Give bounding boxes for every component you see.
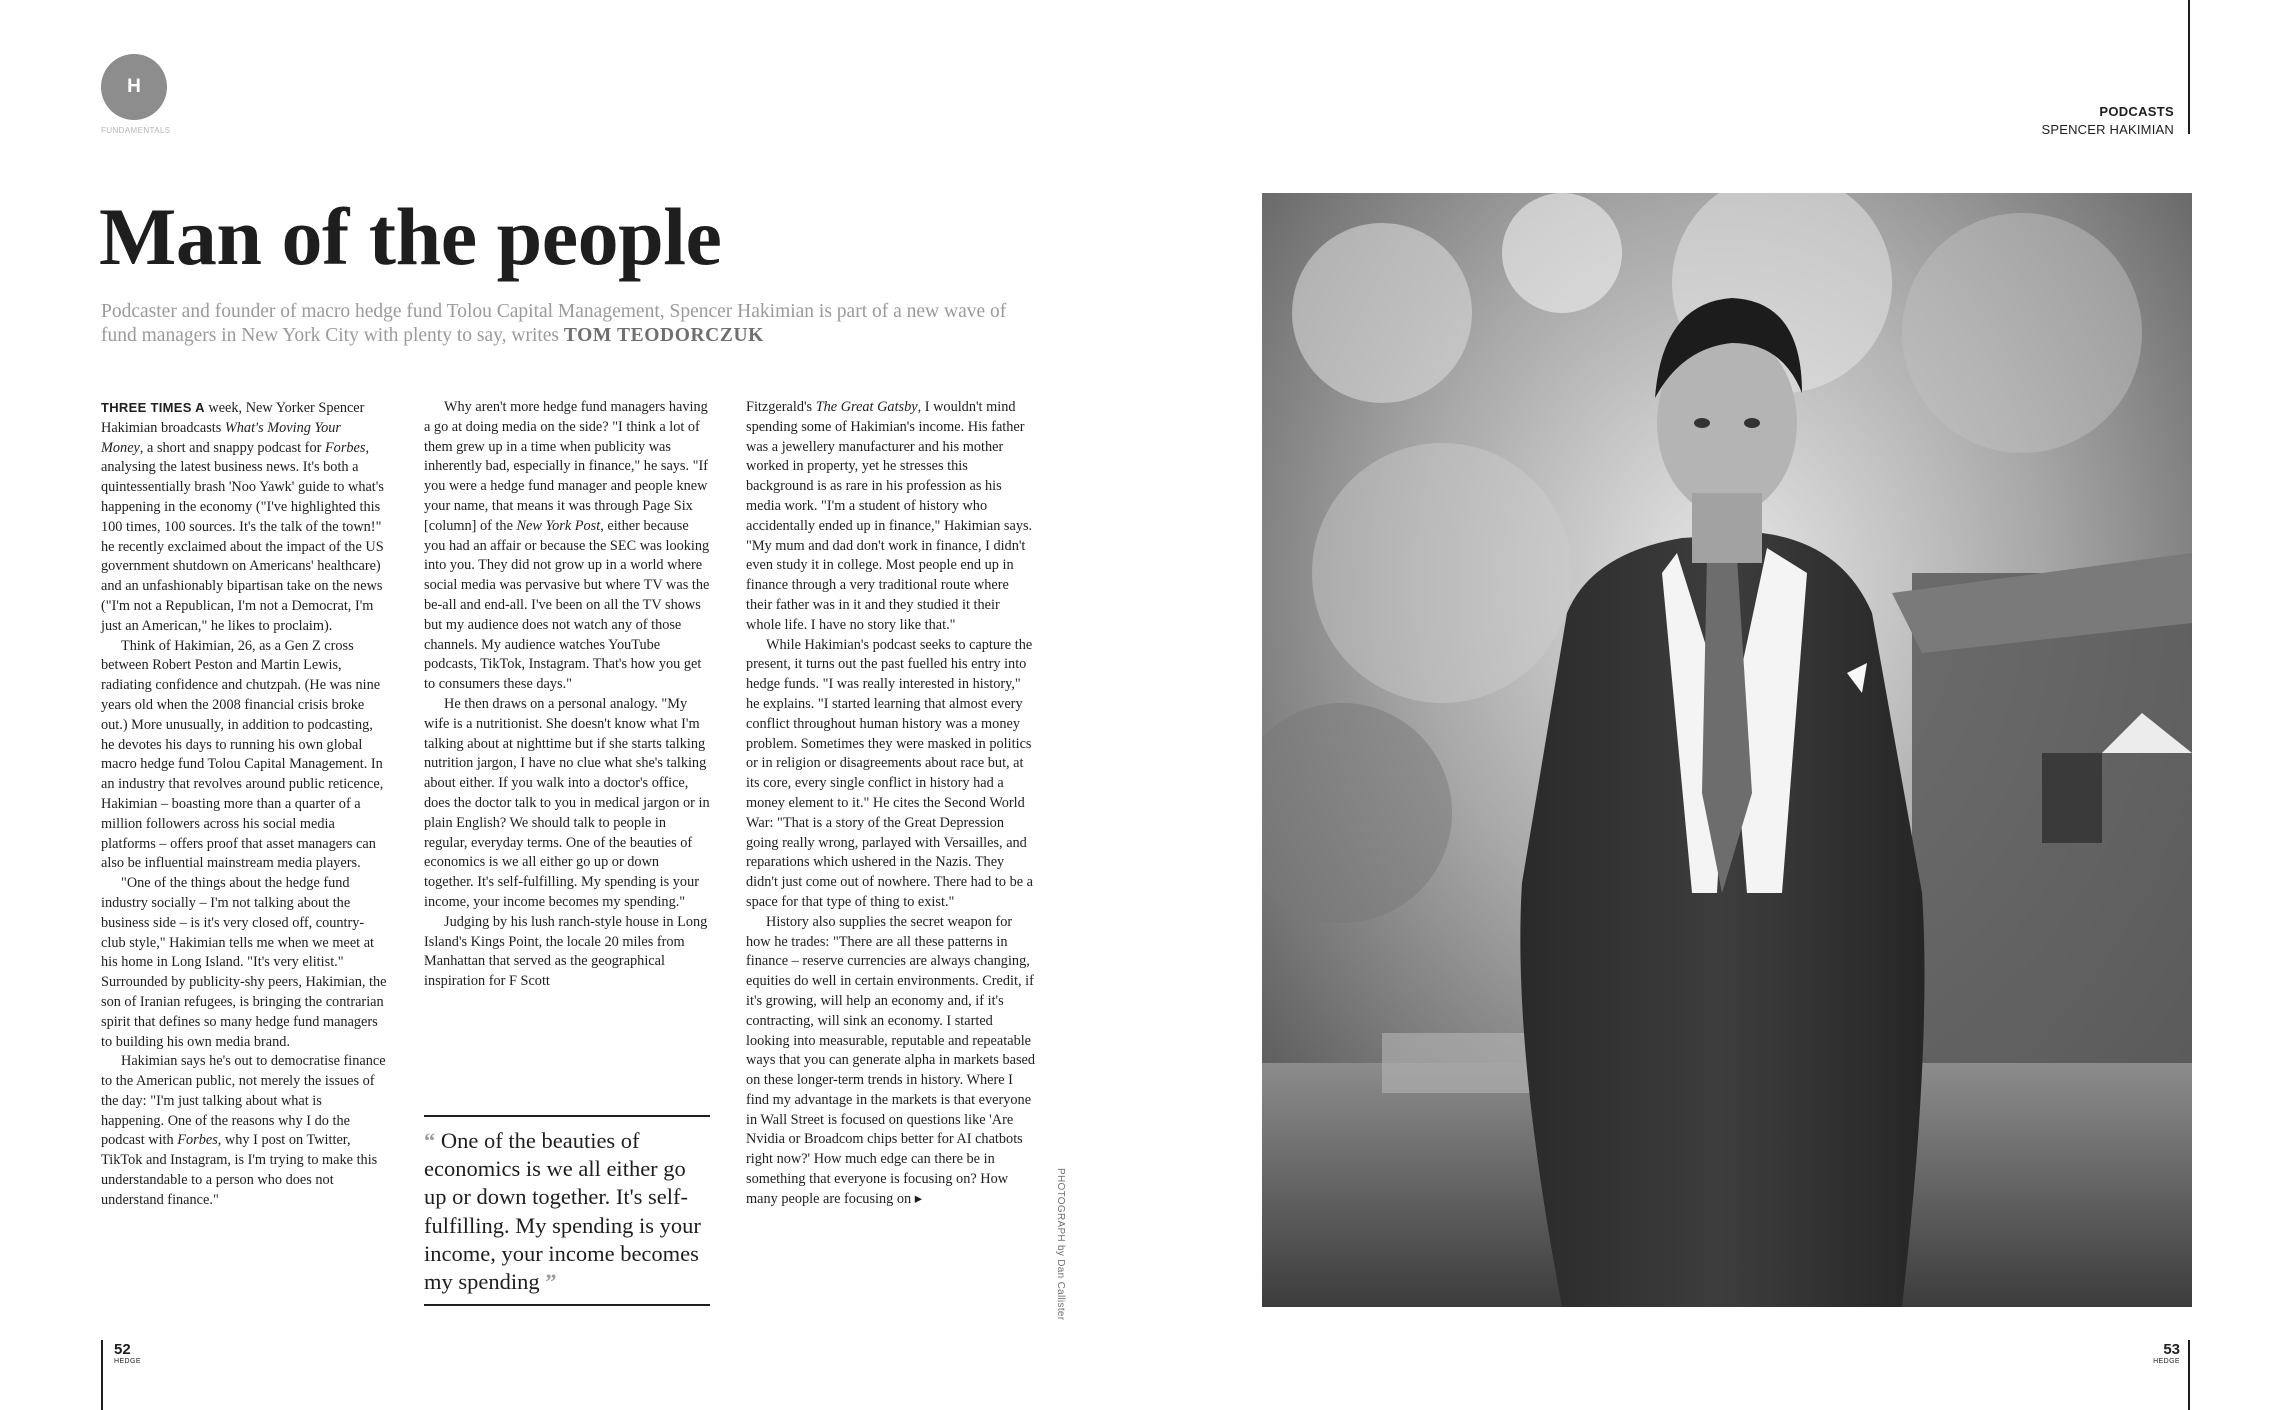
photo-credit: PHOTOGRAPH by Dan Callister — [1055, 1168, 1066, 1321]
magazine-name-left: HEDGE — [114, 1358, 141, 1365]
open-quote-icon: “ — [424, 1128, 436, 1153]
text-run: , analysing the latest business news. It's both a quintessentially brash 'Noo Yawk' guide to what's happening in the economy ("I've highlighted this 100 times, 100 sources. It's the talk of the town!" he recently exclaimed about the impact of the US government shutdown on Americans' healthcare) and an unfashionably bipartisan take on the news ("I'm not a Republican, I'm not a Democrat, I'm just an American," he likes to proclaim). — [101, 439, 384, 634]
page-number-right: 53 — [2163, 1341, 2180, 1358]
lead-in: THREE TIMES A — [101, 400, 205, 415]
portrait-illustration — [1262, 193, 2192, 1307]
article-column-2 — [424, 398, 710, 992]
text-run: week, New Yorker Spencer Hakimian broadcasts — [101, 400, 365, 436]
running-head — [2041, 104, 2174, 137]
folio-right — [2153, 1341, 2180, 1365]
paragraph — [101, 398, 387, 637]
paragraph: Judging by his lush ranch-style house in Long Island's Kings Point, the locale 20 miles from Manhattan that served as the geographical inspiration for F Scott — [424, 913, 708, 990]
italic-title: Forbes — [177, 1132, 218, 1149]
italic-title: What's Moving Your Money — [101, 419, 341, 456]
text-run: , a short and snappy podcast for — [139, 439, 325, 456]
paragraph: "One of the things about the hedge fund industry socially – I'm not talking about the business side – is it's very closed off, country-club style," Hakimian tells me when we meet at his home in Long Island. "It's very elitist." Surrounded by publicity-shy peers, Hakimian, the son of Iranian refugees, is bringing the contrarian spirit that defines so many hedge fund managers to building his own media brand. — [101, 875, 387, 1050]
header-rule — [2188, 0, 2190, 134]
pull-quote — [424, 1115, 710, 1306]
text-run: , either because you had an affair or because the SEC was looking into you. They did not grow up in a world where social media was pervasive but where TV was the be-all and end-all. I've been on all the TV shows but my audience does not watch any of those channels. My audience watches YouTube podcasts, TikTok, Instagram. That's how you get to consumers these days." — [424, 517, 710, 693]
standfirst-text: Podcaster and founder of macro hedge fund Tolou Capital Management, Spencer Hakimian is part of a new wave of fund managers in New York City with plenty to say, writes — [101, 301, 1007, 346]
text-run: History also supplies the secret weapon for how he trades: "There are all these patterns in finance – reserve currencies are always changing, equities do well in certain environments. Credit, if it's growing, will help an economy and, if it's contracting, will sink an economy. I started looking into measurable, reputable and repeatable ways that you can generate alpha in markets based on these longer-term trends in history. Where I find my advantage in the markets is that everyone in Wall Street is focused on questions like 'Are Nvidia or Broadcom chips better for AI chatbots right now?' How much edge can there be in something that everyone is focusing on? How many people are focusing on — [746, 913, 1036, 1207]
folio-rule-left — [101, 1340, 103, 1410]
section-badge — [101, 54, 167, 120]
italic-title: New York Post — [516, 517, 601, 534]
byline: TOM TEODORCZUK — [563, 325, 764, 346]
paragraph — [101, 1052, 387, 1210]
magazine-name-right: HEDGE — [2153, 1358, 2180, 1365]
article-column-3 — [746, 398, 1036, 1210]
folio-left — [114, 1341, 141, 1365]
text-run: , I wouldn't mind spending some of Hakimian's income. His father was a jewellery manufacturer and his mother worked in property, yet he stresses this background is as rare in his profession as his media work. "I'm a student of history who accidentally ended up in finance," Hakimian says. "My mum and dad don't work in finance, I didn't even study it in college. Most people end up in finance through a very traditional route where their father was in it and they studied it their whole life. I have no story like that." — [746, 399, 1033, 633]
section-label: FUNDAMENTALS — [101, 126, 171, 135]
italic-title: The Great Gatsby — [815, 399, 918, 415]
headline: Man of the people — [99, 191, 722, 282]
italic-title: Forbes — [324, 439, 366, 456]
text-run: , why I post on Twitter, TikTok and Instagram, is I'm trying to make this understandable to a person who does not understand finance." — [101, 1132, 378, 1208]
close-quote-icon: ” — [545, 1269, 557, 1295]
running-head-name: SPENCER HAKIMIAN — [2041, 122, 2174, 137]
running-head-kicker: PODCASTS — [2099, 104, 2174, 119]
paragraph: He then draws on a personal analogy. "My wife is a nutritionist. She doesn't know what I'm talking about at nighttime but if she starts talking nutrition jargon, I have no clue what she's talking about either. If you walk into a doctor's office, does the doctor talk to you in medical jargon or in plain English? We should talk to people in regular, everyday terms. One of the beauties of economics is we all either go up or down together. It's self-fulfilling. My spending is your income, your income becomes my spending." — [424, 695, 710, 910]
paragraph: Think of Hakimian, 26, as a Gen Z cross between Robert Peston and Martin Lewis, radiating confidence and chutzpah. (He was nine years old when the 2008 financial crisis broke out.) More unusually, in addition to podcasting, he devotes his days to running his own global macro hedge fund Tolou Capital Management. In an industry that revolves around public reticence, Hakimian – boasting more than a quarter of a million followers across his social media platforms – offers proof that asset managers can also be influential mainstream media players. — [101, 637, 384, 872]
text-run: Fitzgerald's — [746, 399, 816, 415]
text-run: Hakimian says he's out to democratise finance to the American public, not merely the issues of the day: "I'm just talking about what is happening. One of the reasons why I do the podcast with — [101, 1053, 386, 1149]
standfirst — [101, 300, 1041, 348]
pull-quote-text: One of the beauties of economics is we all either go up or down together. It's self-fulfilling. My spending is your income, your income becomes my spending — [424, 1128, 701, 1295]
continue-arrow-icon: ▸ — [914, 1190, 922, 1207]
portrait-photo — [1262, 193, 2192, 1307]
page-number-left: 52 — [114, 1341, 131, 1358]
section-badge-letter: H — [127, 76, 141, 97]
text-run: Why aren't more hedge fund managers having a go at doing media on the side? "I think a lot of them grew up in a time when publicity was inherently bad, especially in finance," he says. "If you were a hedge fund manager and people knew your name, that means it was through Page Six [column] of the — [424, 399, 709, 534]
paragraph — [746, 398, 1036, 636]
folio-rule-right — [2188, 1340, 2190, 1410]
article-column-1 — [101, 398, 387, 1211]
paragraph — [746, 913, 1036, 1210]
paragraph: While Hakimian's podcast seeks to capture the present, it turns out the past fuelled his entry into hedge funds. "I was really interested in history," he explains. "I started learning that almost every conflict throughout human history was a money problem. Sometimes they were masked in politics or in religion or disagreements about race but, at its core, every single conflict in history had a money element to it." He cites the Second World War: "That is a story of the Great Depression going really wrong, parlayed with Versailles, and reparations which ushered in the Nazis. They didn't just come out of nowhere. There had to be a space for that type of thing to exist." — [746, 636, 1033, 910]
paragraph — [424, 398, 710, 695]
